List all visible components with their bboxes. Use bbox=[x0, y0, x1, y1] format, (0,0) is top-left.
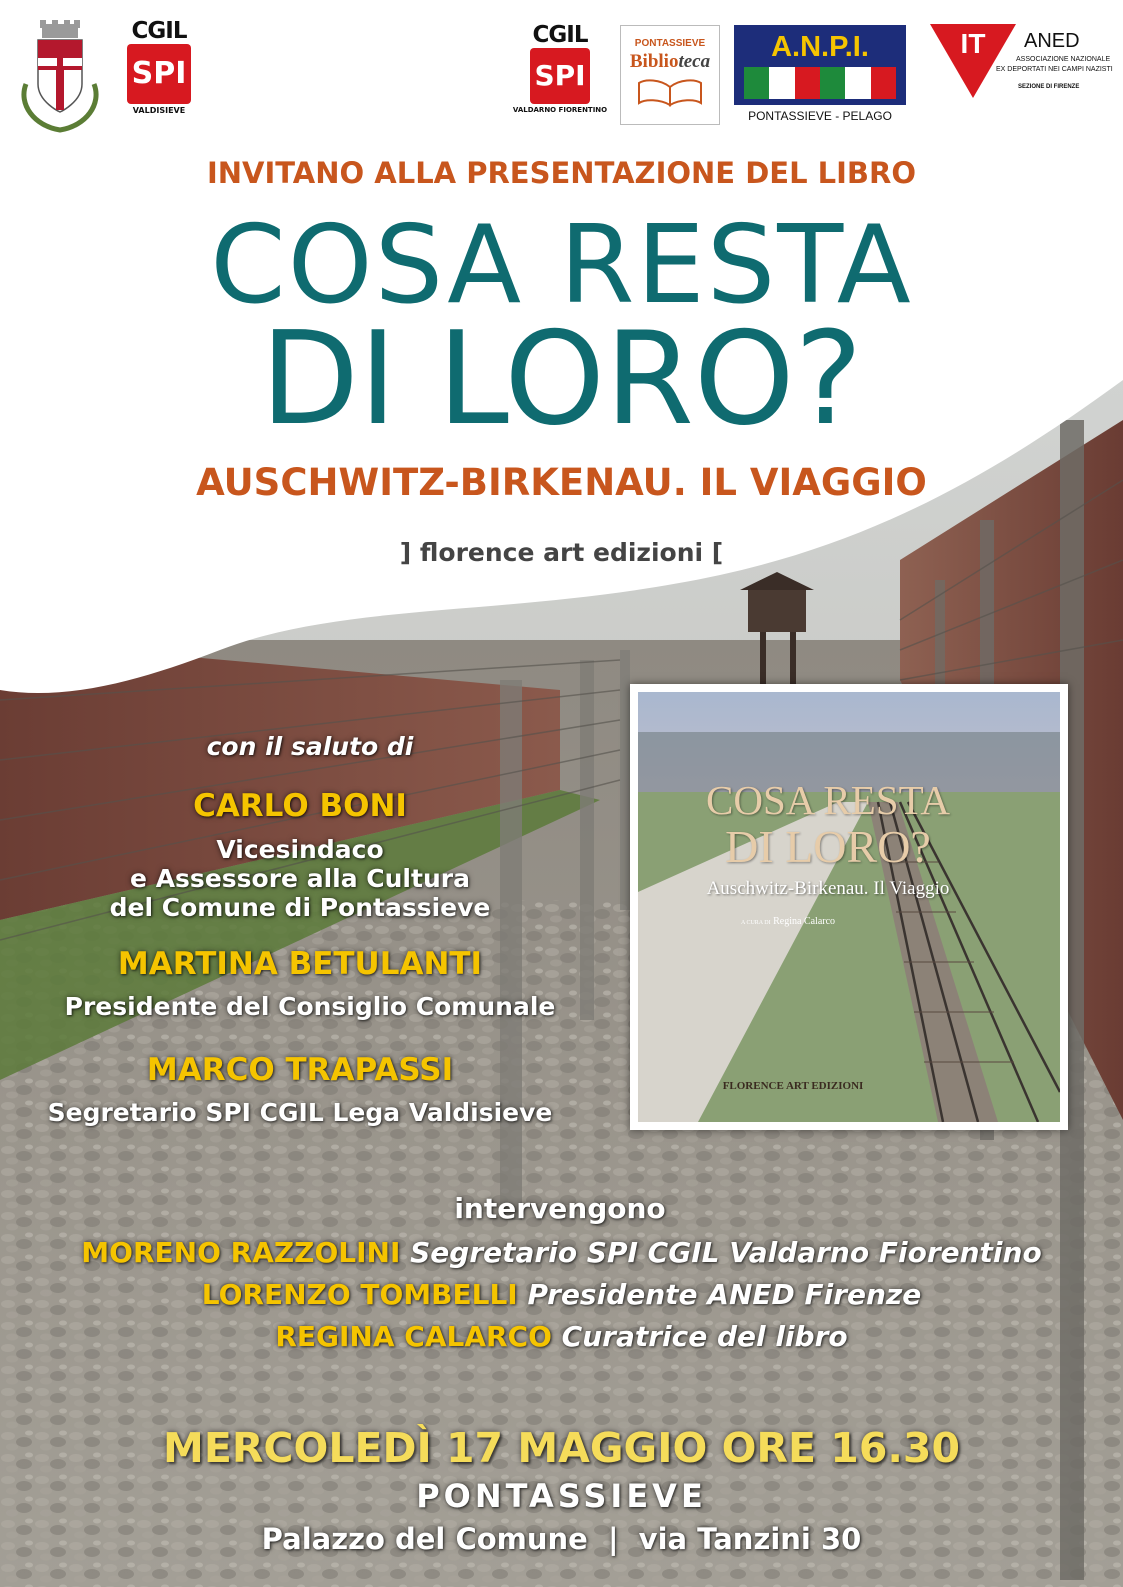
event-venue bbox=[0, 1522, 1123, 1556]
italian-flag-icon bbox=[744, 67, 896, 99]
venue-separator: | bbox=[607, 1522, 619, 1556]
biblioteca-wordmark bbox=[621, 51, 719, 73]
intervention-role: Curatrice del libro bbox=[561, 1320, 848, 1353]
intervention-name: LORENZO TOMBELLI bbox=[201, 1278, 518, 1311]
greeting-intro: con il saluto di bbox=[206, 732, 414, 761]
open-book-icon bbox=[635, 77, 705, 107]
cover-publisher: FLORENCE ART EDIZIONI bbox=[722, 1080, 864, 1092]
title-line-1: COSA RESTA bbox=[210, 203, 913, 328]
cover-curator-name: Regina Calarco bbox=[773, 916, 836, 927]
cover-title-line-1: COSA RESTA bbox=[706, 777, 950, 823]
invite-heading: INVITANO ALLA PRESENTAZIONE DEL LIBRO bbox=[206, 156, 917, 190]
speaker-name: CARLO BONI bbox=[193, 788, 407, 824]
book-cover-photo bbox=[638, 692, 1060, 1122]
speaker-role: Segretario SPI CGIL Lega Valdisieve bbox=[47, 1098, 553, 1127]
cgil-spi-valdisieve-logo bbox=[124, 18, 194, 115]
biblioteca-wordmark-b: teca bbox=[678, 51, 711, 72]
title-line-2: DI LORO? bbox=[260, 305, 863, 454]
event-date: MERCOLEDÌ 17 MAGGIO ORE 16.30 bbox=[163, 1424, 960, 1472]
speaker-name: MARCO TRAPASSI bbox=[146, 1052, 454, 1088]
publisher-name: ] florence art edizioni [ bbox=[399, 538, 724, 567]
speaker-role bbox=[60, 835, 540, 922]
speaker-role-line: Vicesindaco bbox=[216, 835, 384, 864]
spi-badge: SPI bbox=[127, 44, 191, 104]
venue-address: via Tanzini 30 bbox=[638, 1522, 862, 1556]
anpi-logo bbox=[734, 25, 906, 123]
biblioteca-wordmark-a: Biblio bbox=[629, 51, 679, 72]
intervention-name: MORENO RAZZOLINI bbox=[81, 1236, 401, 1269]
logo-subtitle: VALDISIEVE bbox=[132, 106, 186, 115]
anpi-name: A.N.P.I. bbox=[771, 31, 869, 63]
speaker-name: MARTINA BETULANTI bbox=[117, 946, 483, 982]
intervention-role: Segretario SPI CGIL Valdarno Fiorentino bbox=[410, 1236, 1042, 1269]
intervention-row bbox=[0, 1278, 1123, 1311]
book-cover bbox=[630, 684, 1068, 1130]
speaker-role: Presidente del Consiglio Comunale bbox=[64, 992, 556, 1021]
cgil-wordmark: CGIL bbox=[131, 18, 187, 44]
interventions-intro: intervengono bbox=[454, 1192, 666, 1225]
aned-line2: EX DEPORTATI NEI CAMPI NAZISTI bbox=[996, 66, 1113, 73]
aned-name: ANED bbox=[1024, 30, 1080, 52]
spi-badge: SPI bbox=[530, 48, 590, 104]
anpi-subtitle: PONTASSIEVE - PELAGO bbox=[748, 109, 892, 123]
subtitle: AUSCHWITZ-BIRKENAU. IL VIAGGIO bbox=[196, 461, 927, 504]
biblioteca-logo bbox=[620, 25, 720, 125]
speaker-role-line: del Comune di Pontassieve bbox=[109, 893, 491, 922]
cgil-spi-valdarno-logo bbox=[512, 22, 608, 114]
intervention-row bbox=[0, 1236, 1123, 1269]
aned-line1: ASSOCIAZIONE NAZIONALE bbox=[1016, 56, 1111, 63]
cover-curator-prefix: A CURA DI bbox=[740, 920, 771, 926]
aned-line3: SEZIONE DI FIRENZE bbox=[1018, 84, 1080, 90]
cover-curator bbox=[638, 916, 938, 927]
event-city: PONTASSIEVE bbox=[416, 1477, 707, 1515]
aned-mark: IT bbox=[960, 28, 986, 59]
speaker-role-line: e Assessore alla Cultura bbox=[130, 864, 470, 893]
anpi-badge bbox=[734, 25, 906, 105]
intervention-name: REGINA CALARCO bbox=[275, 1320, 552, 1353]
aned-logo bbox=[928, 22, 1113, 112]
venue-building: Palazzo del Comune bbox=[261, 1522, 588, 1556]
intervention-row bbox=[0, 1320, 1123, 1353]
intervention-role: Presidente ANED Firenze bbox=[527, 1278, 922, 1311]
cover-subtitle: Auschwitz-Birkenau. Il Viaggio bbox=[706, 878, 950, 899]
biblioteca-top-label: PONTASSIEVE bbox=[634, 38, 706, 49]
book-cover-image bbox=[638, 692, 1060, 1122]
cover-title-line-2: DI LORO? bbox=[725, 821, 931, 872]
logo-subtitle: VALDARNO FIORENTINO bbox=[512, 106, 608, 114]
cgil-wordmark: CGIL bbox=[532, 22, 588, 48]
comune-coat-of-arms-icon bbox=[14, 14, 106, 134]
